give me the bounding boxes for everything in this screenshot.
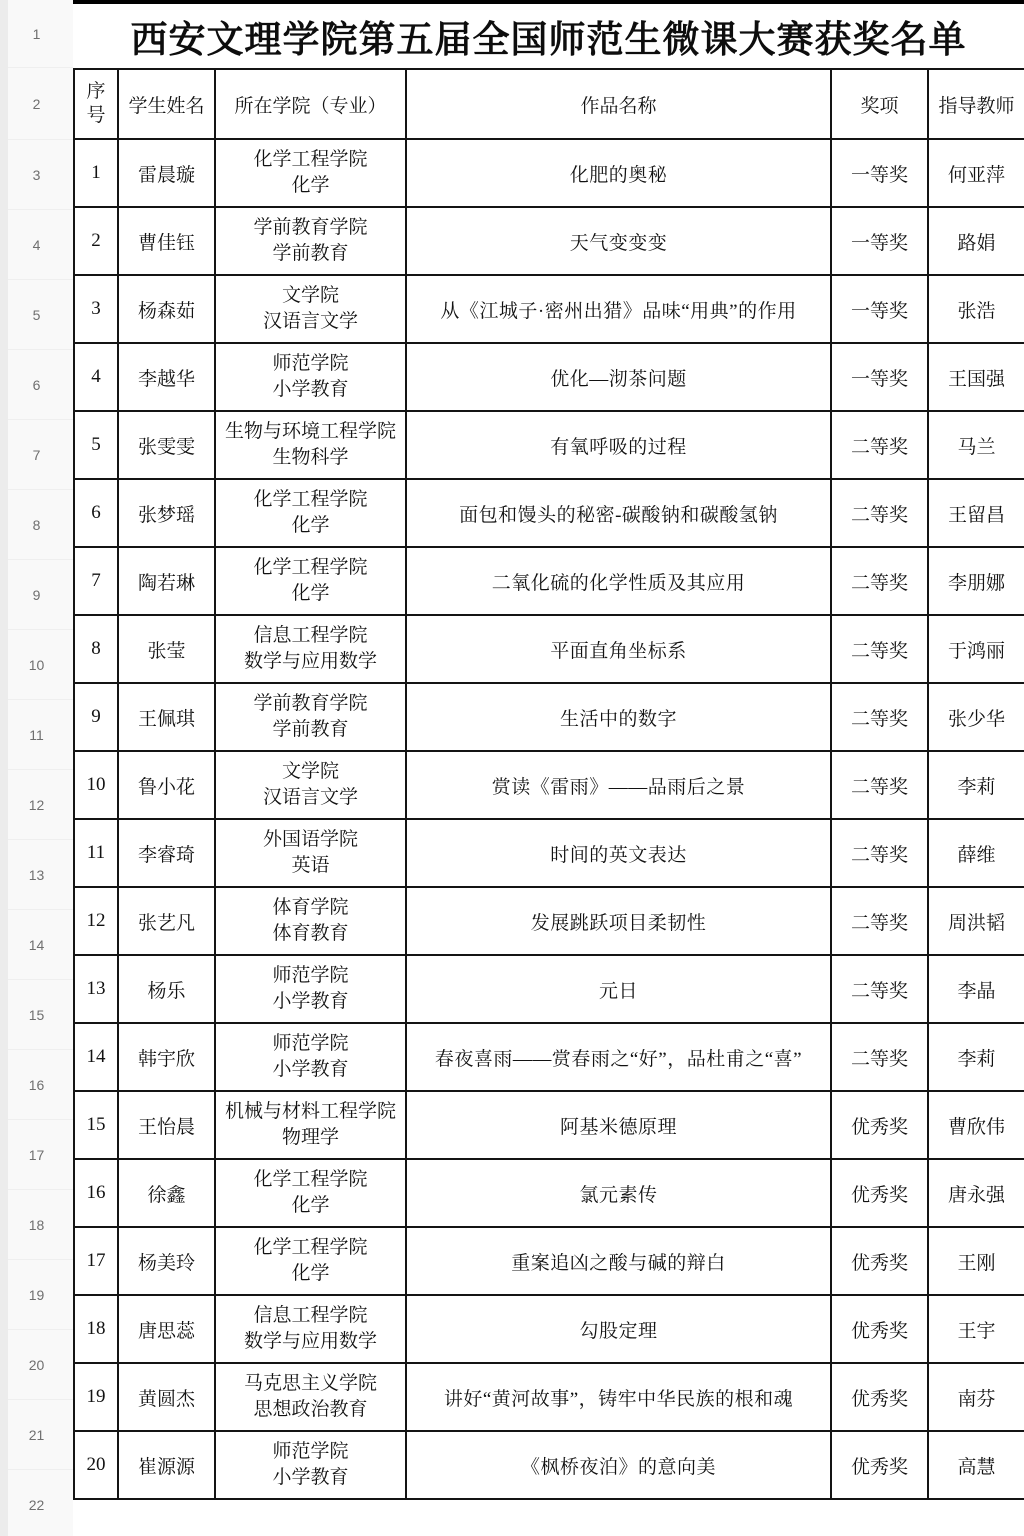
cell-college[interactable] [215,207,406,275]
row-number[interactable]: 9 [0,560,73,630]
cell-work-title[interactable]: 赏读《雷雨》——品雨后之景 [406,751,831,819]
college-name: 师范学院 [272,1441,349,1463]
cell-work-title[interactable]: 二氧化硫的化学性质及其应用 [406,547,831,615]
table-row [74,207,1024,275]
major-name: 化学 [291,175,330,196]
cell-student-name[interactable]: 张雯雯 [118,411,215,479]
table-row [74,819,1024,887]
cell-advisor[interactable]: 李莉 [928,1023,1024,1091]
cell-college[interactable] [215,1295,406,1363]
row-number[interactable]: 3 [0,140,73,210]
cell-serial[interactable]: 1 [74,139,118,207]
cell-college[interactable] [215,683,406,751]
cell-work-title[interactable]: 平面直角坐标系 [406,615,831,683]
college-name: 化学工程学院 [253,1237,368,1259]
major-name: 体育教育 [272,923,349,944]
row-number[interactable]: 6 [0,350,73,420]
cell-advisor[interactable]: 王刚 [928,1227,1024,1295]
cell-student-name[interactable]: 王佩琪 [118,683,215,751]
cell-advisor[interactable]: 曹欣伟 [928,1091,1024,1159]
cell-advisor[interactable]: 李朋娜 [928,547,1024,615]
college-name: 师范学院 [272,965,349,987]
cell-student-name[interactable]: 雷晨璇 [118,139,215,207]
cell-serial[interactable]: 11 [74,819,118,887]
gutter-edge-strip [0,0,8,1536]
college-name: 马克思主义学院 [243,1373,377,1395]
cell-award[interactable]: 一等奖 [831,207,928,275]
cell-student-name[interactable]: 李越华 [118,343,215,411]
row-number[interactable]: 18 [0,1190,73,1260]
row-number[interactable]: 16 [0,1050,73,1120]
cell-award[interactable]: 优秀奖 [831,1227,928,1295]
row-number[interactable]: 7 [0,420,73,490]
cell-serial[interactable]: 14 [74,1023,118,1091]
cell-serial[interactable]: 4 [74,343,118,411]
college-name: 化学工程学院 [253,149,368,171]
cell-college[interactable] [215,139,406,207]
cell-college[interactable] [215,479,406,547]
college-name: 学前教育学院 [253,693,368,715]
cell-work-title[interactable]: 氯元素传 [406,1159,831,1227]
college-name: 文学院 [281,285,339,307]
title-cell[interactable] [73,0,1024,68]
major-name: 物理学 [281,1127,339,1148]
cell-college[interactable] [215,1363,406,1431]
row-number[interactable]: 17 [0,1120,73,1190]
cell-serial[interactable]: 2 [74,207,118,275]
cell-serial[interactable]: 9 [74,683,118,751]
cell-award[interactable]: 二等奖 [831,479,928,547]
cell-work-title[interactable]: 元日 [406,955,831,1023]
college-name: 外国语学院 [262,829,358,851]
cell-award[interactable]: 二等奖 [831,819,928,887]
cell-advisor[interactable]: 于鸿丽 [928,615,1024,683]
cell-student-name[interactable]: 王怡晨 [118,1091,215,1159]
college-name: 化学工程学院 [253,1169,368,1191]
cell-serial[interactable]: 16 [74,1159,118,1227]
cell-college[interactable] [215,411,406,479]
cell-serial[interactable]: 20 [74,1431,118,1499]
cell-award[interactable]: 优秀奖 [831,1295,928,1363]
college-name: 师范学院 [272,1033,349,1055]
award-table [73,68,1024,1500]
cell-work-title[interactable]: 化肥的奥秘 [406,139,831,207]
cell-award[interactable]: 一等奖 [831,275,928,343]
cell-work-title[interactable]: 时间的英文表达 [406,819,831,887]
cell-work-title[interactable]: 优化—沏茶问题 [406,343,831,411]
college-name: 生物与环境工程学院 [224,421,396,443]
row-number[interactable]: 19 [0,1260,73,1330]
major-name: 学前教育 [272,243,349,264]
cell-serial[interactable]: 10 [74,751,118,819]
cell-advisor[interactable]: 王留昌 [928,479,1024,547]
major-name: 小学教育 [272,379,349,400]
cell-student-name[interactable]: 张梦瑶 [118,479,215,547]
cell-award[interactable]: 二等奖 [831,1023,928,1091]
cell-student-name[interactable]: 崔源源 [118,1431,215,1499]
major-name: 小学教育 [272,1467,349,1488]
page-title: 西安文理学院第五届全国师范生微课大赛获奖名单 [130,19,967,60]
cell-student-name[interactable]: 唐思蕊 [118,1295,215,1363]
cell-serial[interactable]: 17 [74,1227,118,1295]
cell-student-name[interactable]: 曹佳钰 [118,207,215,275]
table-row [74,615,1024,683]
header-serial[interactable]: 序号 [74,69,118,139]
cell-student-name[interactable]: 陶若琳 [118,547,215,615]
cell-work-title[interactable]: 从《江城子·密州出猎》品味“用典”的作用 [406,275,831,343]
cell-serial[interactable]: 13 [74,955,118,1023]
header-award[interactable]: 奖项 [831,69,928,139]
cell-award[interactable]: 二等奖 [831,751,928,819]
cell-award[interactable]: 一等奖 [831,139,928,207]
cell-college[interactable] [215,615,406,683]
cell-advisor[interactable]: 周洪韬 [928,887,1024,955]
cell-work-title[interactable]: 有氧呼吸的过程 [406,411,831,479]
cell-advisor[interactable]: 张少华 [928,683,1024,751]
table-row [74,1363,1024,1431]
cell-serial[interactable]: 7 [74,547,118,615]
cell-advisor[interactable]: 马兰 [928,411,1024,479]
table-row [74,479,1024,547]
row-number[interactable]: 21 [0,1400,73,1470]
cell-serial[interactable]: 6 [74,479,118,547]
college-name: 师范学院 [272,353,349,375]
table-row [74,1431,1024,1499]
table-row [74,751,1024,819]
row-number[interactable]: 20 [0,1330,73,1400]
cell-work-title[interactable]: 勾股定理 [406,1295,831,1363]
cell-student-name[interactable]: 杨森茹 [118,275,215,343]
cell-college[interactable] [215,547,406,615]
table-row [74,955,1024,1023]
cell-student-name[interactable]: 李睿琦 [118,819,215,887]
major-name: 化学 [291,1263,330,1284]
cell-award[interactable]: 二等奖 [831,411,928,479]
cell-award[interactable]: 二等奖 [831,615,928,683]
cell-college[interactable] [215,275,406,343]
cell-work-title[interactable]: 阿基米德原理 [406,1091,831,1159]
table-row [74,547,1024,615]
sheet-main-area [73,0,1024,1500]
cell-award[interactable]: 优秀奖 [831,1159,928,1227]
row-number-gutter [0,0,73,1536]
cell-work-title[interactable]: 天气变变变 [406,207,831,275]
cell-student-name[interactable]: 张莹 [118,615,215,683]
cell-advisor[interactable]: 南芬 [928,1363,1024,1431]
cell-college[interactable] [215,343,406,411]
table-row [74,343,1024,411]
cell-work-title[interactable]: 发展跳跃项目柔韧性 [406,887,831,955]
table-row [74,1159,1024,1227]
row-number[interactable]: 15 [0,980,73,1050]
major-name: 汉语言文学 [262,311,358,332]
cell-advisor[interactable]: 李莉 [928,751,1024,819]
major-name: 英语 [291,855,330,876]
cell-award[interactable]: 一等奖 [831,343,928,411]
cell-student-name[interactable]: 徐鑫 [118,1159,215,1227]
cell-award[interactable]: 二等奖 [831,683,928,751]
header-advisor[interactable]: 指导教师 [928,69,1024,139]
header-college[interactable]: 所在学院（专业） [215,69,406,139]
cell-student-name[interactable]: 韩宇欣 [118,1023,215,1091]
cell-work-title[interactable]: 生活中的数字 [406,683,831,751]
row-number[interactable]: 5 [0,280,73,350]
college-name: 文学院 [281,761,339,783]
major-name: 数学与应用数学 [243,651,377,672]
cell-award[interactable]: 优秀奖 [831,1431,928,1499]
cell-advisor[interactable]: 李晶 [928,955,1024,1023]
cell-work-title[interactable]: 《枫桥夜泊》的意向美 [406,1431,831,1499]
cell-serial[interactable]: 3 [74,275,118,343]
college-name: 信息工程学院 [253,625,368,647]
cell-student-name[interactable]: 杨美玲 [118,1227,215,1295]
cell-work-title[interactable]: 春夜喜雨——赏春雨之“好”，品杜甫之“喜” [406,1023,831,1091]
major-name: 化学 [291,515,330,536]
header-row [74,69,1024,139]
cell-college[interactable] [215,1023,406,1091]
cell-student-name[interactable]: 张艺凡 [118,887,215,955]
cell-college[interactable] [215,1091,406,1159]
college-name: 体育学院 [272,897,349,919]
cell-student-name[interactable]: 鲁小花 [118,751,215,819]
row-number[interactable]: 22 [0,1470,73,1536]
row-number[interactable]: 1 [0,0,73,68]
cell-serial[interactable]: 5 [74,411,118,479]
header-work-title[interactable]: 作品名称 [406,69,831,139]
row-number[interactable]: 12 [0,770,73,840]
cell-student-name[interactable]: 杨乐 [118,955,215,1023]
row-number[interactable]: 13 [0,840,73,910]
cell-college[interactable] [215,1227,406,1295]
cell-advisor[interactable]: 薛维 [928,819,1024,887]
table-row [74,139,1024,207]
cell-college[interactable] [215,1431,406,1499]
row-number[interactable]: 4 [0,210,73,280]
college-name: 学前教育学院 [253,217,368,239]
college-name: 化学工程学院 [253,557,368,579]
cell-award[interactable]: 优秀奖 [831,1363,928,1431]
cell-work-title[interactable]: 讲好“黄河故事”，铸牢中华民族的根和魂 [406,1363,831,1431]
cell-serial[interactable]: 19 [74,1363,118,1431]
cell-work-title[interactable]: 面包和馒头的秘密-碳酸钠和碳酸氢钠 [406,479,831,547]
major-name: 生物科学 [272,447,349,468]
row-number[interactable]: 11 [0,700,73,770]
major-name: 小学教育 [272,1059,349,1080]
major-name: 小学教育 [272,991,349,1012]
row-number[interactable]: 2 [0,68,73,140]
cell-advisor[interactable]: 张浩 [928,275,1024,343]
table-row [74,1023,1024,1091]
cell-serial[interactable]: 8 [74,615,118,683]
college-name: 信息工程学院 [253,1305,368,1327]
major-name: 汉语言文学 [262,787,358,808]
college-name: 机械与材料工程学院 [224,1101,396,1123]
cell-student-name[interactable]: 黄圆杰 [118,1363,215,1431]
cell-advisor[interactable]: 高慧 [928,1431,1024,1499]
cell-college[interactable] [215,819,406,887]
college-name: 化学工程学院 [253,489,368,511]
row-number[interactable]: 10 [0,630,73,700]
table-row [74,887,1024,955]
cell-award[interactable]: 二等奖 [831,955,928,1023]
cell-advisor[interactable]: 何亚萍 [928,139,1024,207]
major-name: 学前教育 [272,719,349,740]
cell-award[interactable]: 二等奖 [831,887,928,955]
cell-serial[interactable]: 18 [74,1295,118,1363]
table-row [74,411,1024,479]
table-row [74,275,1024,343]
cell-advisor[interactable]: 唐永强 [928,1159,1024,1227]
header-student-name[interactable]: 学生姓名 [118,69,215,139]
cell-advisor[interactable]: 王国强 [928,343,1024,411]
cell-college[interactable] [215,751,406,819]
cell-award[interactable]: 二等奖 [831,547,928,615]
table-row [74,1091,1024,1159]
major-name: 数学与应用数学 [243,1331,377,1352]
table-row [74,1295,1024,1363]
cell-serial[interactable]: 15 [74,1091,118,1159]
cell-college[interactable] [215,887,406,955]
cell-college[interactable] [215,955,406,1023]
major-name: 化学 [291,583,330,604]
cell-serial[interactable]: 12 [74,887,118,955]
table-row [74,1227,1024,1295]
cell-work-title[interactable]: 重案追凶之酸与碱的辩白 [406,1227,831,1295]
row-number[interactable]: 14 [0,910,73,980]
row-number[interactable]: 8 [0,490,73,560]
table-row [74,683,1024,751]
major-name: 化学 [291,1195,330,1216]
cell-advisor[interactable]: 王宇 [928,1295,1024,1363]
cell-advisor[interactable]: 路娟 [928,207,1024,275]
major-name: 思想政治教育 [253,1399,368,1420]
cell-college[interactable] [215,1159,406,1227]
cell-award[interactable]: 优秀奖 [831,1091,928,1159]
